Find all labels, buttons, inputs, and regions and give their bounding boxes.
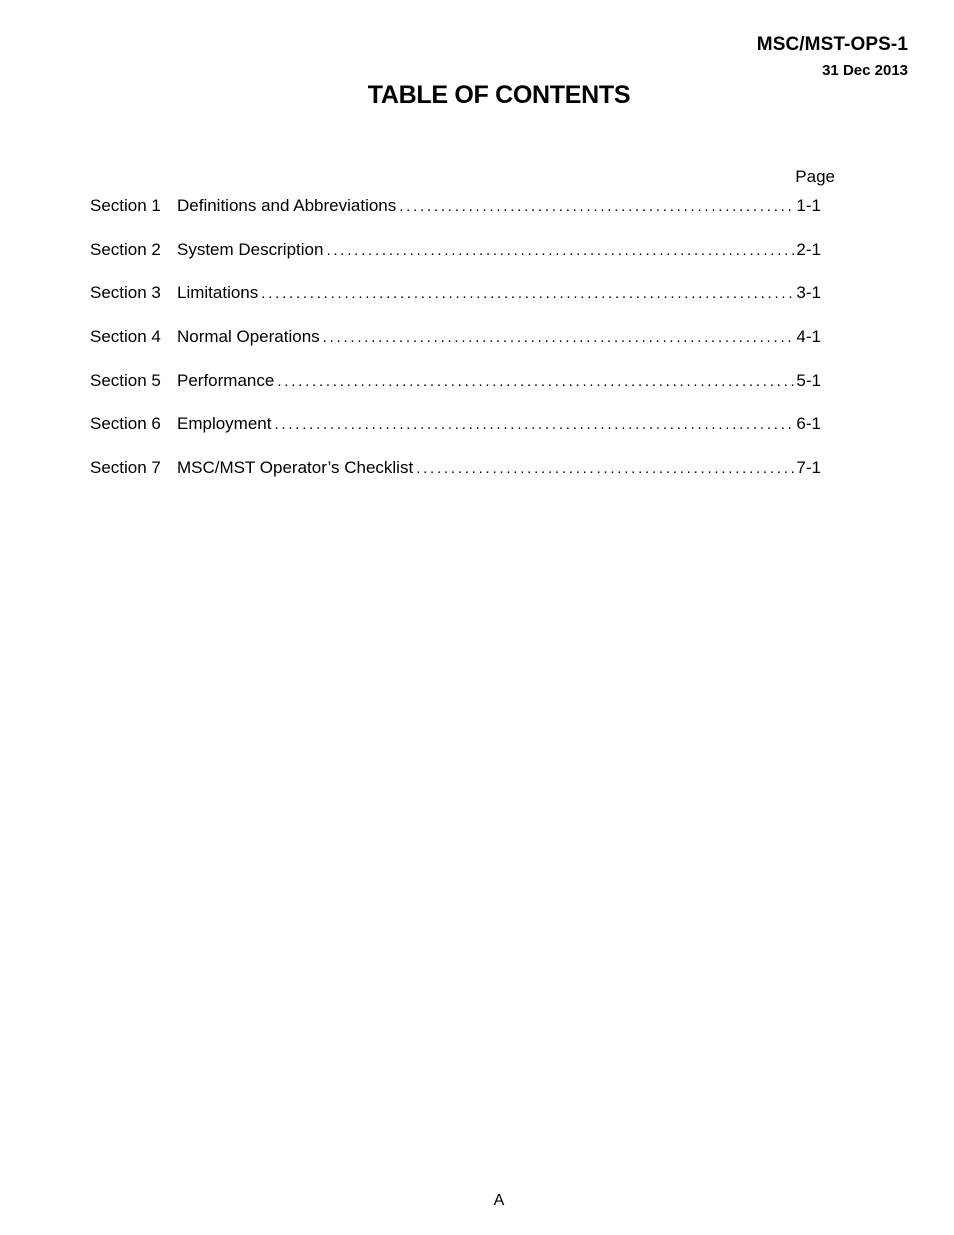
toc-page-number: 5-1 (796, 370, 821, 390)
toc-dot-leader (323, 329, 795, 346)
toc-dot-leader (277, 373, 794, 390)
toc-section-number: Section 3 (90, 283, 161, 303)
toc-dot-leader (416, 460, 794, 477)
toc-section-title: Limitations (177, 283, 259, 303)
page-column-header: Page (795, 167, 835, 186)
toc-dot-leader (326, 242, 794, 259)
toc-dot-leader (261, 285, 794, 302)
toc-section-title: Employment (177, 414, 272, 434)
toc-page-number: 6-1 (796, 414, 821, 434)
toc-section-title: System Description (177, 239, 324, 259)
toc-entry-section-6[interactable] (90, 414, 821, 458)
toc-entry-section-7[interactable] (90, 458, 821, 502)
toc-page-number: 1-1 (796, 196, 821, 215)
toc-section-number: Section 4 (90, 327, 161, 347)
toc-section-number: Section 5 (90, 370, 161, 390)
table-of-contents (90, 196, 821, 502)
footer-page-label: A (493, 1192, 505, 1209)
toc-section-number: Section 2 (90, 239, 161, 259)
toc-section-title: Performance (177, 370, 275, 390)
document-date: 31 Dec 2013 (822, 62, 908, 79)
toc-entry-section-4[interactable] (90, 327, 821, 371)
toc-dot-leader (274, 416, 794, 433)
toc-page-number: 2-1 (796, 239, 821, 259)
toc-page-number: 4-1 (796, 327, 821, 347)
toc-section-number: Section 7 (90, 458, 161, 478)
toc-entry-section-3[interactable] (90, 283, 821, 327)
toc-section-title: MSC/MST Operator’s Checklist (177, 458, 414, 478)
toc-section-number: Section 6 (90, 414, 161, 434)
toc-section-number: Section 1 (90, 196, 161, 215)
toc-page-number: 7-1 (796, 458, 821, 478)
toc-entry-section-1[interactable] (90, 196, 821, 240)
toc-entry-section-5[interactable] (90, 371, 821, 415)
toc-section-title: Definitions and Abbreviations (177, 196, 397, 215)
document-id: MSC/MST-OPS-1 (756, 34, 908, 55)
toc-entry-section-2[interactable] (90, 240, 821, 284)
page-title: TABLE OF CONTENTS (367, 81, 631, 109)
toc-section-title: Normal Operations (177, 327, 320, 347)
toc-dot-leader (399, 198, 794, 215)
toc-page-number: 3-1 (796, 283, 821, 303)
